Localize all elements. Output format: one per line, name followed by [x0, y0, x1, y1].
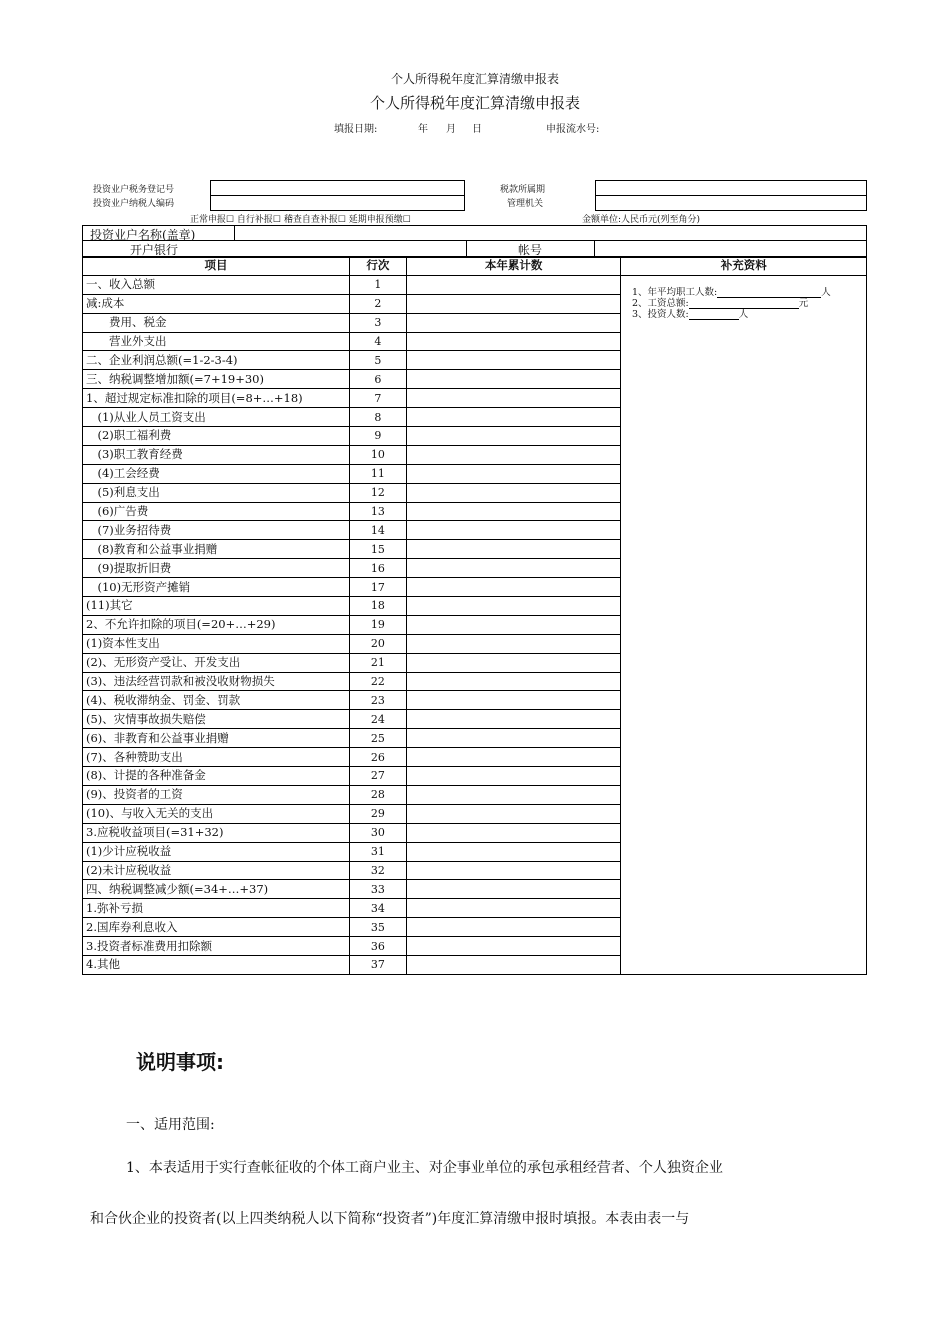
row-number: 36: [349, 937, 406, 956]
row-annual-total-cell[interactable]: [406, 937, 621, 956]
bank-label: 开户银行: [130, 243, 179, 257]
row-item-label: (2)未计应税收益: [83, 861, 350, 880]
row-annual-total-cell[interactable]: [406, 823, 621, 842]
row-annual-total-cell[interactable]: [406, 729, 621, 748]
row-number: 2: [349, 294, 406, 313]
row-item-label: 三、纳税调整增加额(=7+19+30): [83, 370, 350, 389]
row-item-label: (3)职工教育经费: [83, 445, 350, 464]
row-number: 18: [349, 597, 406, 616]
row-number: 13: [349, 502, 406, 521]
row-item-label: (4)工会经费: [83, 464, 350, 483]
row-item-label: 一、收入总额: [83, 275, 350, 294]
year-label: 年: [418, 124, 428, 135]
row-item-label: (9)、投资者的工资: [83, 785, 350, 804]
row-item-label: (9)提取折旧费: [83, 559, 350, 578]
row-item-label: (11)其它: [83, 597, 350, 616]
row-annual-total-cell[interactable]: [406, 275, 621, 294]
row-number: 34: [349, 899, 406, 918]
header-annual-total: 本年累计数: [406, 257, 621, 276]
row-number: 29: [349, 804, 406, 823]
row-annual-total-cell[interactable]: [406, 370, 621, 389]
row-annual-total-cell[interactable]: [406, 918, 621, 937]
investor-count-label: 3、投资人数:: [632, 309, 689, 320]
row-number: 28: [349, 785, 406, 804]
row-item-label: (7)、各种赞助支出: [83, 748, 350, 767]
row-annual-total-cell[interactable]: [406, 351, 621, 370]
declare-type-options[interactable]: 正常申报☐ 自行补报☐ 稽查自查补报☐ 延期申报预缴☐: [190, 215, 411, 225]
row-number: 27: [349, 767, 406, 786]
row-annual-total-cell[interactable]: [406, 899, 621, 918]
row-number: 22: [349, 672, 406, 691]
bank-field[interactable]: [234, 241, 465, 255]
row-annual-total-cell[interactable]: [406, 672, 621, 691]
row-number: 15: [349, 540, 406, 559]
authority-label: 管理机关: [507, 199, 544, 209]
row-number: 20: [349, 634, 406, 653]
row-number: 31: [349, 842, 406, 861]
tax-period-field[interactable]: [595, 180, 867, 196]
row-annual-total-cell[interactable]: [406, 710, 621, 729]
taxpayer-code-label: 投资业户纳税人编码: [93, 199, 175, 209]
row-item-label: 1、超过规定标准扣除的项目(=8+…+18): [83, 389, 350, 408]
row-item-label: (7)业务招待费: [83, 521, 350, 540]
notes-title: 说明事项:: [136, 1050, 224, 1074]
fill-date-label: 填报日期:: [334, 124, 378, 135]
header-supplement: 补充资料: [621, 257, 867, 276]
row-item-label: (1)资本性支出: [83, 634, 350, 653]
row-item-label: 4.其他: [83, 955, 350, 974]
row-item-label: (8)教育和公益事业捐赠: [83, 540, 350, 559]
business-name-label: 投资业户名称(盖章): [90, 228, 196, 242]
day-label: 日: [472, 124, 482, 135]
row-item-label: (1)少计应税收益: [83, 842, 350, 861]
row-annual-total-cell[interactable]: [406, 880, 621, 899]
row-annual-total-cell[interactable]: [406, 842, 621, 861]
row-annual-total-cell[interactable]: [406, 521, 621, 540]
tax-reg-field[interactable]: [210, 180, 465, 196]
row-number: 3: [349, 313, 406, 332]
row-number: 10: [349, 445, 406, 464]
row-item-label: (10)、与收入无关的支出: [83, 804, 350, 823]
row-item-label: 2、不允许扣除的项目(=20+…+29): [83, 615, 350, 634]
row-number: 11: [349, 464, 406, 483]
row-item-label: 1.弥补亏损: [83, 899, 350, 918]
row-annual-total-cell[interactable]: [406, 597, 621, 616]
row-number: 32: [349, 861, 406, 880]
row-number: 26: [349, 748, 406, 767]
notes-section-1: 一、适用范围:: [126, 1117, 215, 1133]
header-item: 项目: [83, 257, 350, 276]
row-number: 9: [349, 427, 406, 446]
investor-count-field[interactable]: [689, 319, 739, 320]
row-annual-total-cell[interactable]: [406, 464, 621, 483]
row-annual-total-cell[interactable]: [406, 427, 621, 446]
row-number: 23: [349, 691, 406, 710]
row-number: 25: [349, 729, 406, 748]
row-item-label: (5)、灾情事故损失赔偿: [83, 710, 350, 729]
row-annual-total-cell[interactable]: [406, 785, 621, 804]
row-number: 4: [349, 332, 406, 351]
account-label: 帐号: [518, 243, 543, 257]
notes-paragraph-line-1: 1、本表适用于实行查帐征收的个体工商户业主、对企事业单位的承包承租经营者、个人独资企业: [126, 1160, 723, 1176]
row-number: 19: [349, 615, 406, 634]
row-item-label: 3.投资者标准费用扣除额: [83, 937, 350, 956]
notes-paragraph-line-2: 和合伙企业的投资者(以上四类纳税人以下简称“投资者”)年度汇算清缴申报时填报。本表由表一与: [90, 1211, 690, 1227]
row-number: 1: [349, 275, 406, 294]
serial-number-label: 申报流水号:: [546, 124, 600, 135]
supplement-cell: [621, 275, 867, 974]
row-item-label: (1)从业人员工资支出: [83, 408, 350, 427]
row-annual-total-cell[interactable]: [406, 559, 621, 578]
row-annual-total-cell[interactable]: [406, 389, 621, 408]
row-number: 6: [349, 370, 406, 389]
row-number: 8: [349, 408, 406, 427]
row-annual-total-cell[interactable]: [406, 861, 621, 880]
row-item-label: (5)利息支出: [83, 483, 350, 502]
row-number: 35: [349, 918, 406, 937]
row-item-label: 营业外支出: [83, 332, 350, 351]
row-annual-total-cell[interactable]: [406, 332, 621, 351]
avg-employees-label: 1、年平均职工人数:: [632, 287, 718, 298]
row-item-label: 费用、税金: [83, 313, 350, 332]
authority-field[interactable]: [595, 195, 867, 211]
supplement-info: [632, 287, 831, 320]
table-header-row: [83, 257, 867, 276]
row-item-label: (6)广告费: [83, 502, 350, 521]
row-item-label: 3.应税收益项目(=31+32): [83, 823, 350, 842]
row-item-label: (3)、违法经营罚款和被没收财物损失: [83, 672, 350, 691]
row-item-label: (10)无形资产摊销: [83, 578, 350, 597]
row-annual-total-cell[interactable]: [406, 483, 621, 502]
row-annual-total-cell[interactable]: [406, 691, 621, 710]
total-wages-unit: 元: [798, 298, 809, 309]
row-number: 33: [349, 880, 406, 899]
row-item-label: 减:成本: [83, 294, 350, 313]
row-item-label: (2)、无形资产受让、开发支出: [83, 653, 350, 672]
form-title-small: 个人所得税年度汇算清缴申报表: [390, 72, 559, 86]
row-number: 37: [349, 955, 406, 974]
row-number: 21: [349, 653, 406, 672]
row-number: 12: [349, 483, 406, 502]
taxpayer-code-field[interactable]: [210, 195, 465, 211]
row-item-label: 四、纳税调整减少额(=34+…+37): [83, 880, 350, 899]
row-item-label: (4)、税收滞纳金、罚金、罚款: [83, 691, 350, 710]
row-annual-total-cell[interactable]: [406, 767, 621, 786]
row-annual-total-cell[interactable]: [406, 313, 621, 332]
row-number: 14: [349, 521, 406, 540]
row-annual-total-cell[interactable]: [406, 653, 621, 672]
row-annual-total-cell[interactable]: [406, 540, 621, 559]
row-item-label: (6)、非教育和公益事业捐赠: [83, 729, 350, 748]
row-annual-total-cell[interactable]: [406, 578, 621, 597]
row-item-label: (2)职工福利费: [83, 427, 350, 446]
row-annual-total-cell[interactable]: [406, 294, 621, 313]
row-number: 24: [349, 710, 406, 729]
header-row-no: 行次: [349, 257, 406, 276]
investor-count-unit: 人: [738, 309, 749, 320]
row-number: 17: [349, 578, 406, 597]
month-label: 月: [446, 124, 456, 135]
account-field[interactable]: [595, 241, 865, 255]
row-annual-total-cell[interactable]: [406, 955, 621, 974]
form-title: 个人所得税年度汇算清缴申报表: [369, 94, 580, 112]
row-number: 7: [349, 389, 406, 408]
row-number: 30: [349, 823, 406, 842]
total-wages-label: 2、工资总额:: [632, 298, 689, 309]
row-annual-total-cell[interactable]: [406, 502, 621, 521]
row-item-label: (8)、计提的各种准备金: [83, 767, 350, 786]
row-item-label: 2.国库券利息收入: [83, 918, 350, 937]
row-annual-total-cell[interactable]: [406, 634, 621, 653]
row-annual-total-cell[interactable]: [406, 408, 621, 427]
row-annual-total-cell[interactable]: [406, 615, 621, 634]
row-annual-total-cell[interactable]: [406, 804, 621, 823]
avg-employees-unit: 人: [821, 287, 831, 298]
tax-reg-label: 投资业户税务登记号: [93, 185, 175, 195]
amount-unit-label: 金额单位:人民币元(列至角分): [582, 215, 701, 225]
row-number: 5: [349, 351, 406, 370]
declaration-table: [82, 256, 867, 975]
tax-period-label: 税款所属期: [500, 185, 546, 195]
row-annual-total-cell[interactable]: [406, 445, 621, 464]
row-annual-total-cell[interactable]: [406, 748, 621, 767]
row-number: 16: [349, 559, 406, 578]
row-item-label: 二、企业利润总额(=1-2-3-4): [83, 351, 350, 370]
